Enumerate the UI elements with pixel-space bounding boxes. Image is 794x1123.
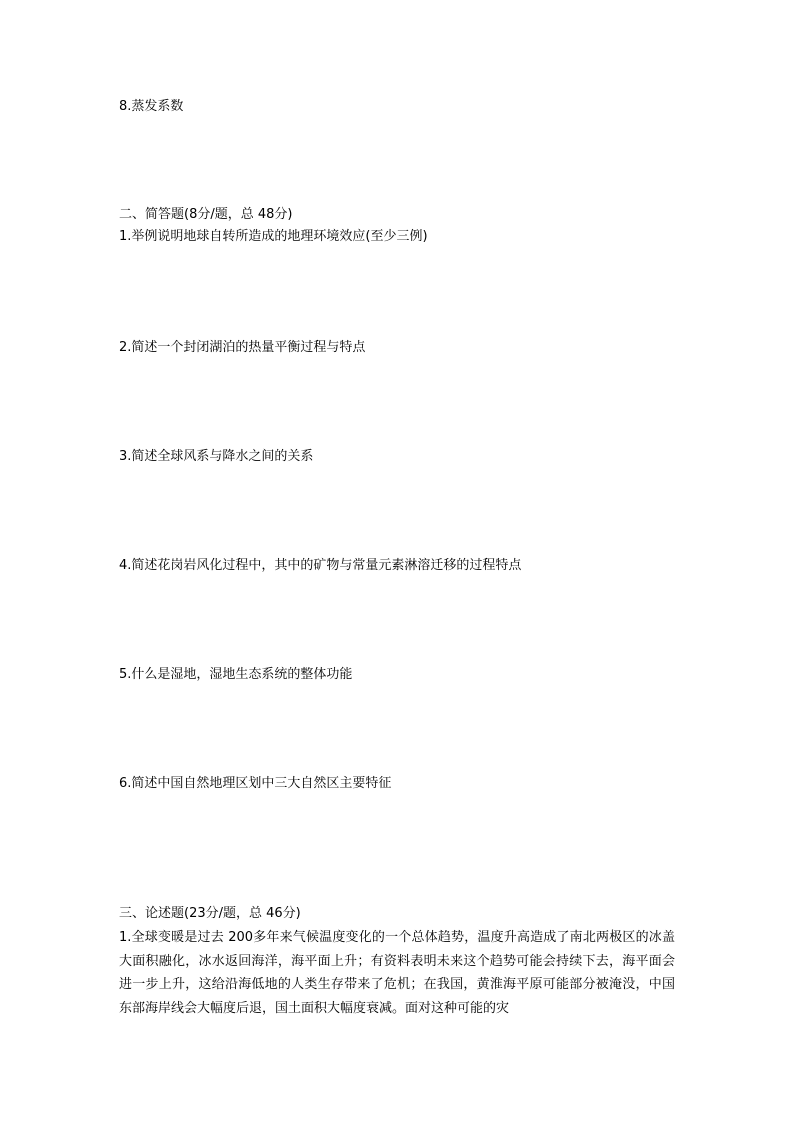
short-answer-question-5: 5.什么是湿地，湿地生态系统的整体功能 <box>119 667 353 682</box>
short-answer-question-3: 3.简述全球风系与降水之间的关系 <box>119 449 314 464</box>
short-answer-question-2: 2.简述一个封闭湖泊的热量平衡过程与特点 <box>119 340 366 355</box>
short-answer-question-1: 1.举例说明地球自转所造成的地理环境效应(至少三例) <box>119 229 428 244</box>
essay-question-1: 1.全球变暖是过去 200多年来气候温度变化的一个总体趋势，温度升高造成了南北两极区的冰盖大面积融化，冰水返回海洋，海平面上升；有资料表明未来这个趋势可能会持续下去，海平面会进一步上升，这给沿海低地的人类生存带来了危机；在我国，黄淮海平原可能部分被淹没，中国东部海岸线会大幅度后退，国土面积大幅度衰减。面对这种可能的灾 <box>119 930 675 1016</box>
section-heading-short-answer: 二、简答题(8分/题，总 48分) <box>119 207 293 222</box>
fill-blank-item-8: 8.蒸发系数 <box>119 99 184 114</box>
short-answer-question-4: 4.简述花岗岩风化过程中，其中的矿物与常量元素淋溶迁移的过程特点 <box>119 558 522 573</box>
short-answer-question-6: 6.简述中国自然地理区划中三大自然区主要特征 <box>119 776 392 791</box>
section-heading-essay: 三、论述题(23分/题，总 46分) <box>119 906 301 921</box>
